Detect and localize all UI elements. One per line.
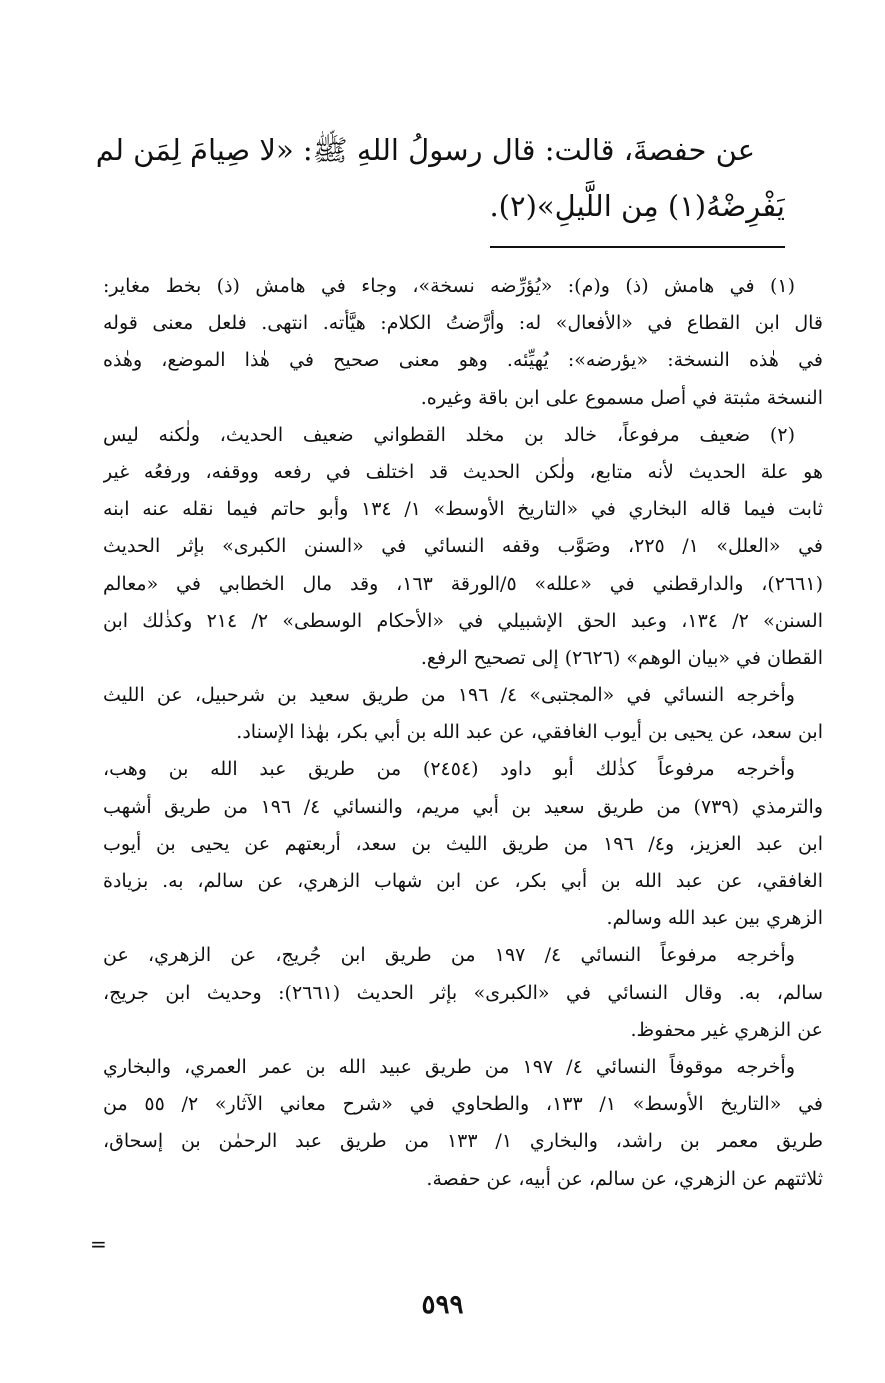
- footnote-line: في «التاريخ الأوسط» ١/ ١٣٣، والطحاوي في «شرح معاني الآثار» ٢/ ٥٥ من: [103, 1093, 823, 1116]
- footnotes-section: [103, 268, 823, 1198]
- footnote-line: وأخرجه مرفوعاً كذٰلك أبو داود (٢٤٥٤) من طريق عبد الله بن وهب،: [103, 758, 795, 781]
- footnote-line: (٢) ضعيف مرفوعاً، خالد بن مخلد القطواني ضعيف الحديث، ولٰكنه ليس: [103, 423, 795, 446]
- main-text-line: عن حفصةَ، قالت: قال رسولُ اللهِ ﷺ: «لا صِيامَ لِمَن لم: [95, 133, 755, 167]
- footnote-line: ثلاثتهم عن الزهري، عن سالم، عن أبيه، عن حفصة.: [426, 1167, 823, 1190]
- footnote-line: سالم، به. وقال النسائي في «الكبرى» بإثر الحديث (٢٦٦١): وحديث ابن جريج،: [103, 981, 823, 1004]
- hadith-main-text: [95, 122, 785, 234]
- footnote-line: الغافقي، عن عبد الله بن أبي بكر، عن ابن شهاب الزهري، عن سالم، به. بزيادة: [103, 870, 823, 892]
- footnote-line: قال ابن القطاع في «الأفعال» له: وأرَّضتُ الكلام: هيَّأته. انتهى. فلعل معنى قوله: [103, 312, 823, 335]
- footnote-line: ثابت فيما قاله البخاري في «التاريخ الأوسط» ١/ ١٣٤ وأبو حاتم فيما نقله عنه ابنه: [103, 498, 823, 521]
- footnote-line: الزهري بين عبد الله وسالم.: [606, 907, 823, 930]
- footnote-line: طريق معمر بن راشد، والبخاري ١/ ١٣٣ من طريق عبد الرحمٰن بن إسحاق،: [103, 1130, 823, 1153]
- footnote-line: السنن» ٢/ ١٣٤، وعبد الحق الإشبيلي في «الأحكام الوسطى» ٢/ ٢١٤ وكذٰلك ابن: [103, 609, 823, 632]
- footnote-line: هو علة الحديث لأنه متابع، ولٰكن الحديث قد اختلف في رفعه ووقفه، ورفعُه غير: [103, 460, 823, 483]
- footnote-line: والترمذي (٧٣٩) من طريق سعيد بن أبي مريم، والنسائي ٤/ ١٩٦ من طريق أشهب: [103, 795, 823, 818]
- footnote-line: وأخرجه النسائي في «المجتبى» ٤/ ١٩٦ من طريق سعيد بن شرحبيل، عن الليث: [103, 684, 795, 707]
- main-text-line: يَفْرِضْهُ(١) مِن اللَّيلِ»(٢).: [489, 189, 785, 223]
- footnote-divider: [490, 246, 785, 248]
- footnote-line: وأخرجه موقوفاً النسائي ٤/ ١٩٧ من طريق عبيد الله بن عمر العمري، والبخاري: [103, 1055, 795, 1078]
- footnote-line: في هٰذه النسخة: «يؤرضه»: يُهيِّئه. وهو معنى صحيح في هٰذا الموضع، وهٰذه: [103, 349, 823, 372]
- footnote-line: (٢٦٦١)، والدارقطني في «علله» ٥/الورقة ١٦٣، وقد مال الخطابي في «معالم: [103, 572, 823, 595]
- footnote-line: وأخرجه مرفوعاً النسائي ٤/ ١٩٧ من طريق ابن جُريج، عن الزهري، عن: [103, 944, 795, 967]
- footnote-paragraph: [103, 1049, 823, 1198]
- footnote-line: ابن سعد، عن يحيى بن أيوب الغافقي، عن عبد الله بن أبي بكر، بهٰذا الإسناد.: [236, 721, 823, 744]
- footnote-line: (١) في هامش (ذ) و(م): «يُؤرِّضه نسخة»، وجاء في هامش (ذ) بخط مغاير:: [103, 275, 795, 297]
- footnote-line: في «العلل» ١/ ٢٢٥، وصَوَّب وقفه النسائي في «السنن الكبرى» بإثر الحديث: [103, 535, 823, 558]
- footnote-paragraph: [103, 417, 823, 677]
- footnote-paragraph: [103, 937, 823, 1049]
- footnote-line: القطان في «بيان الوهم» (٢٦٢٦) إلى تصحيح الرفع.: [420, 646, 823, 669]
- footnote-paragraph: [103, 677, 823, 751]
- page-number: ٥٩٩: [421, 1290, 464, 1320]
- footnote-line: النسخة مثبتة في أصل مسموع على ابن باقة وغيره.: [420, 386, 823, 409]
- footnote-paragraph: [103, 268, 823, 417]
- footnote-paragraph: [103, 751, 823, 937]
- footnote-line: ابن عبد العزيز، و٤/ ١٩٦ من طريق الليث بن سعد، أربعتهم عن يحيى بن أيوب: [103, 832, 823, 855]
- continuation-mark: =: [90, 1232, 107, 1256]
- footnote-line: عن الزهري غير محفوظ.: [630, 1018, 823, 1041]
